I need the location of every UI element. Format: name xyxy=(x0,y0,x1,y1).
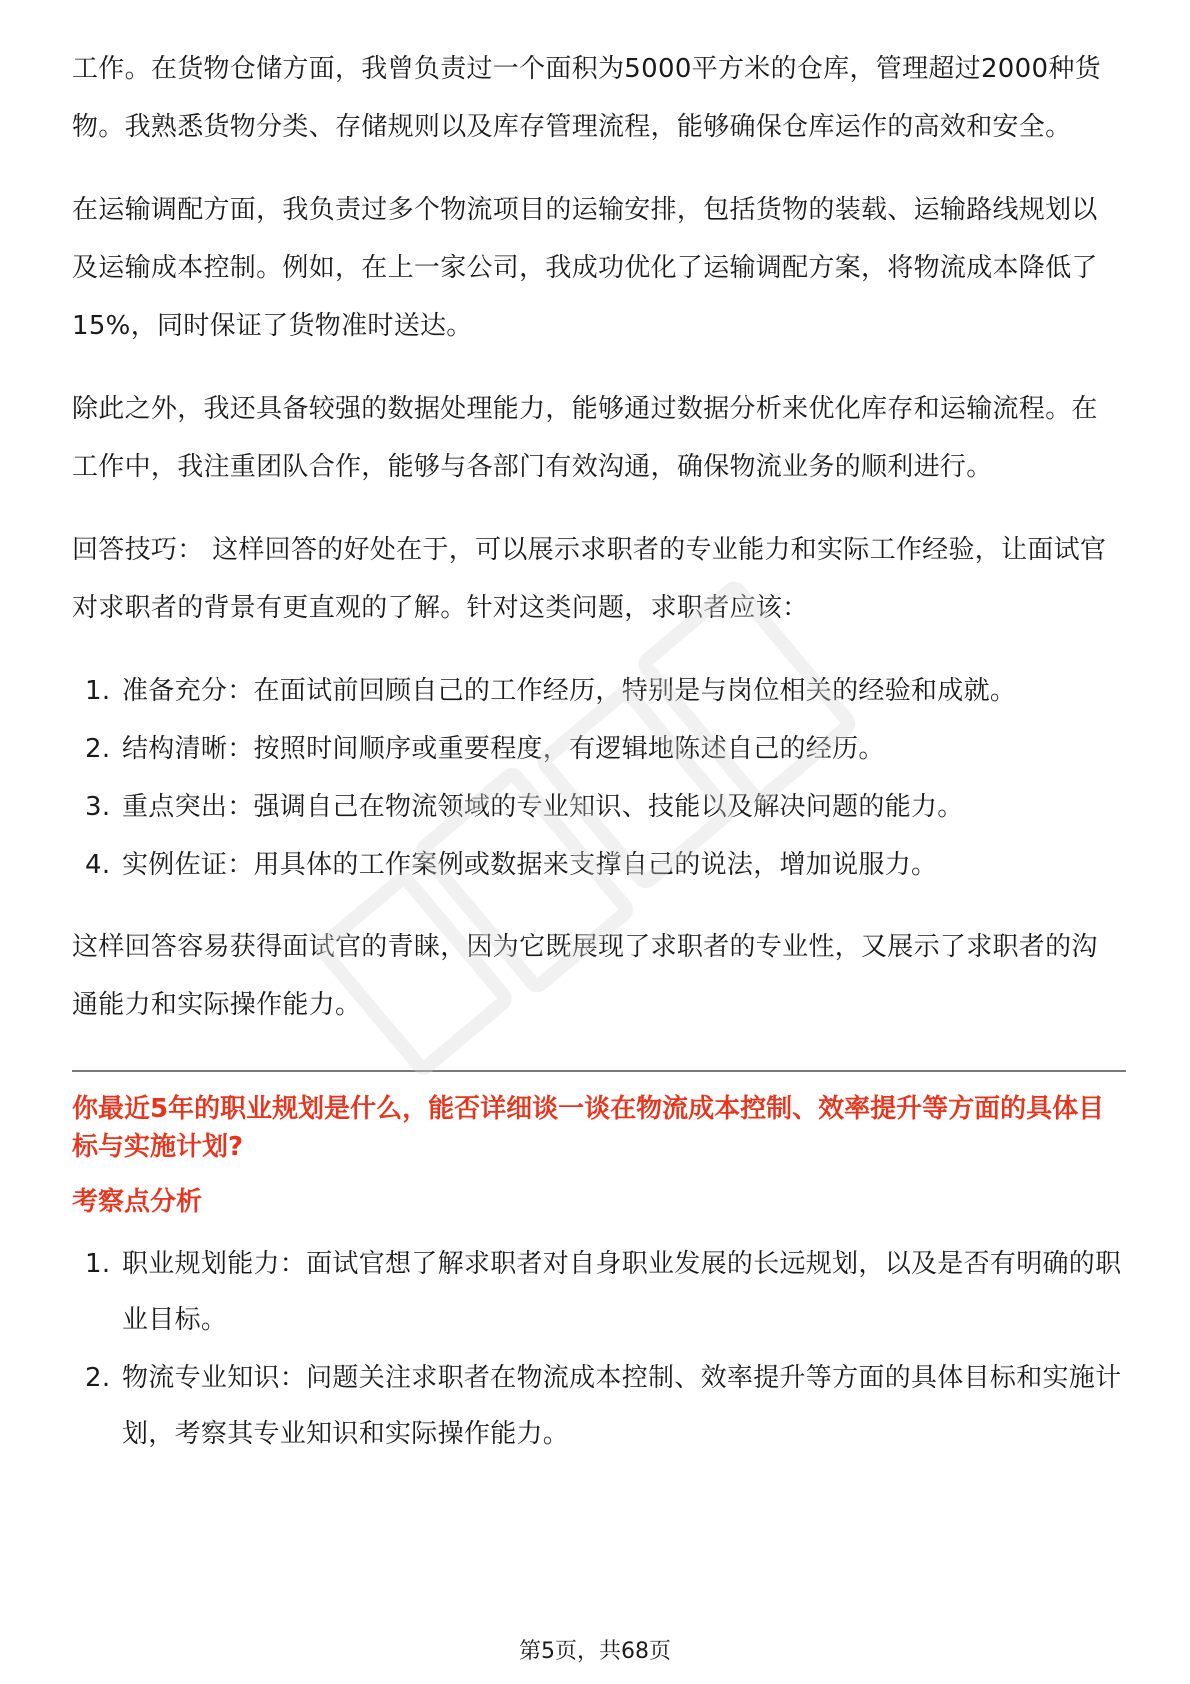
list-item-number: 2. xyxy=(85,734,111,764)
list-item-text: 职业规划能力：面试官想了解求职者对自身职业发展的长远规划，以及是否有明确的职业目标。 xyxy=(122,1249,1122,1335)
analysis-list xyxy=(72,1236,1122,1462)
list-item-text: 准备充分：在面试前回顾自己的工作经历，特别是与岗位相关的经验和成就。 xyxy=(122,676,1017,706)
tips-list xyxy=(72,662,1122,894)
list-item xyxy=(72,778,1122,836)
answer-tips-paragraph xyxy=(72,521,1122,637)
section-divider xyxy=(72,1070,1126,1072)
document-body xyxy=(72,40,1122,1464)
paragraph-conclusion: 这样回答容易获得面试官的青睐，因为它既展现了求职者的专业性，又展示了求职者的沟通能力和实际操作能力。 xyxy=(72,932,1098,1020)
list-item-text: 物流专业知识：问题关注求职者在物流成本控制、效率提升等方面的具体目标和实施计划，考察其专业知识和实际操作能力。 xyxy=(122,1363,1122,1449)
list-item-text: 实例佐证：用具体的工作案例或数据来支撑自己的说法，增加说服力。 xyxy=(122,850,938,880)
list-item xyxy=(72,836,1122,894)
paragraph-transport: 在运输调配方面，我负责过多个物流项目的运输安排，包括货物的装载、运输路线规划以及运输成本控制。例如，在上一家公司，我成功优化了运输调配方案，将物流成本降低了15%，同时保证了货物准时送达。 xyxy=(72,195,1098,341)
list-item-number: 2. xyxy=(85,1363,111,1393)
list-item xyxy=(72,662,1122,720)
list-item xyxy=(72,1350,1122,1462)
list-item xyxy=(72,720,1122,778)
answer-tips-text: 这样回答的好处在于，可以展示求职者的专业能力和实际工作经验，让面试官对求职者的背景有更直观的了解。针对这类问题，求职者应该： xyxy=(72,535,1107,623)
question-heading: 你最近5年的职业规划是什么，能否详细谈一谈在物流成本控制、效率提升等方面的具体目标与实施计划? xyxy=(72,1094,1105,1162)
answer-tips-label: 回答技巧： xyxy=(72,535,204,565)
analysis-heading: 考察点分析 xyxy=(72,1187,203,1217)
list-item-number: 1. xyxy=(85,676,111,706)
list-item-number: 4. xyxy=(85,850,111,880)
paragraph-warehousing: 工作。在货物仓储方面，我曾负责过一个面积为5000平方米的仓库，管理超过2000种货物。我熟悉货物分类、存储规则以及库存管理流程，能够确保仓库运作的高效和安全。 xyxy=(72,54,1101,142)
list-item-text: 结构清晰：按照时间顺序或重要程度，有逻辑地陈述自己的经历。 xyxy=(122,734,885,764)
list-item xyxy=(72,1236,1122,1348)
page-number: 第5页，共68页 xyxy=(519,1639,671,1664)
list-item-number: 1. xyxy=(85,1249,111,1279)
list-item-text: 重点突出：强调自己在物流领域的专业知识、技能以及解决问题的能力。 xyxy=(122,792,964,822)
list-item-number: 3. xyxy=(85,792,111,822)
paragraph-data-skills: 除此之外，我还具备较强的数据处理能力，能够通过数据分析来优化库存和运输流程。在工作中，我注重团队合作，能够与各部门有效沟通，确保物流业务的顺利进行。 xyxy=(72,394,1098,482)
